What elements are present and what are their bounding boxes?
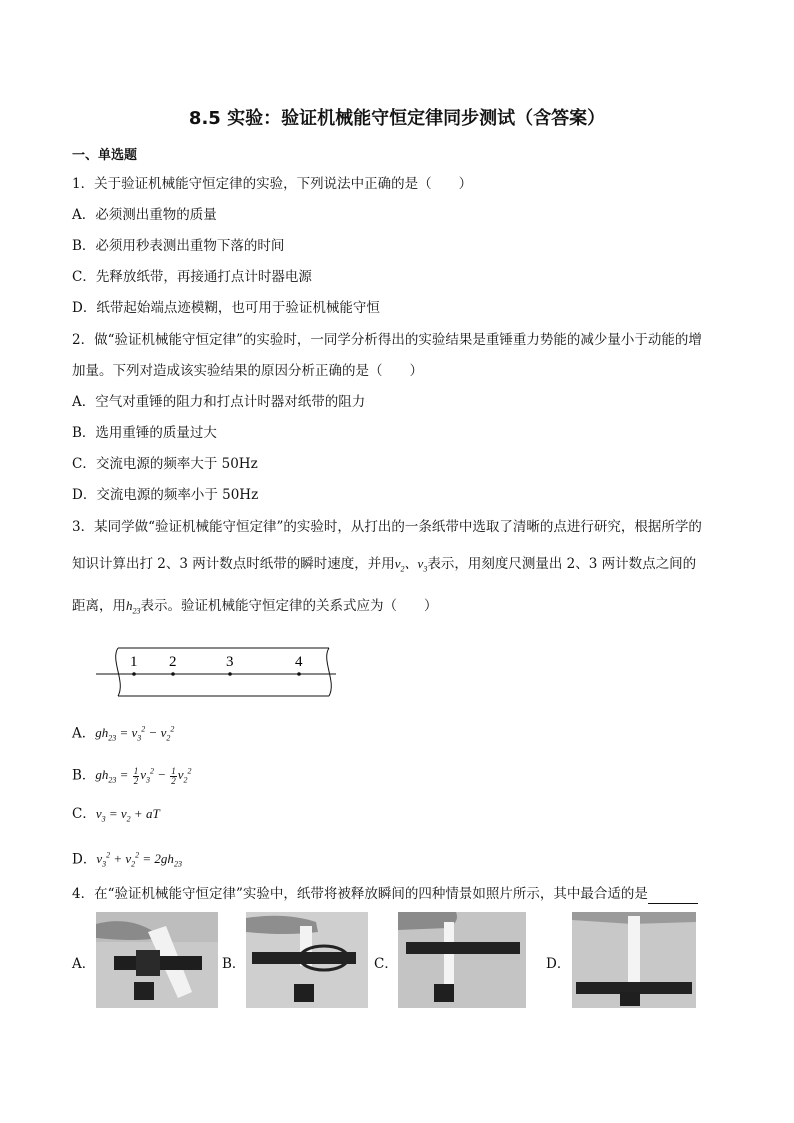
q3-velocity-symbols: $v_2$、$v_3$ — [394, 556, 428, 574]
paper-tape-shape — [628, 916, 640, 984]
q2-option-a: A．空气对重锤的阻力和打点计时器对纸带的阻力 — [72, 394, 366, 410]
q1-stem: 1．关于验证机械能守恒定律的实验，下列说法中正确的是（ ） — [72, 176, 473, 192]
q2-option-d: D．交流电源的频率小于 50Hz — [72, 487, 259, 503]
q3-option-a-letter: A． — [72, 725, 96, 742]
tape-dot-4 — [297, 672, 301, 676]
q4-photo-d — [572, 912, 696, 1008]
q3-option-c-letter: C． — [72, 806, 96, 822]
weight-shape — [294, 984, 314, 1002]
q3-stem-line3 — [72, 596, 438, 622]
timer-shape — [406, 942, 520, 954]
q3-option-c-formula: $v_3 = v_2$ + aT — [95, 806, 160, 824]
q3-option-d-letter: D． — [72, 851, 97, 868]
q3-stem-line2-a: 知识计算出打 2、3 两计数点时纸带的瞬时速度，并用 — [72, 556, 395, 572]
q3-option-c — [72, 804, 160, 830]
tape-right-tear — [327, 648, 332, 696]
q3-option-a — [72, 720, 174, 749]
q3-option-b-letter: B． — [72, 767, 96, 784]
tape-dot-3 — [228, 672, 232, 676]
q4-answer-blank — [648, 889, 698, 904]
q3-stem-line3-b: 表示。验证机械能守恒定律的关系式应为（ ） — [140, 598, 438, 614]
q4-photo-label-c: C． — [374, 956, 398, 972]
q4-photo-b — [246, 912, 368, 1008]
q3-option-b-formula: $gh_{23}$ = $\frac{1}{2}$ $v_3^2$ − $\frac{1}{2}$ $v_2^2$ — [95, 765, 192, 786]
q3-stem-line2-b: 表示，用刻度尺测量出 2、3 两计数点之间的 — [427, 556, 697, 572]
weight-shape — [134, 982, 154, 1000]
q1-option-c: C．先释放纸带，再接通打点计时器电源 — [72, 269, 312, 285]
q3-option-b — [72, 762, 192, 791]
q4-photo-label-b: B． — [222, 956, 246, 972]
weight-shape — [434, 984, 454, 1002]
q3-option-d — [72, 846, 182, 875]
q3-option-a-formula: $gh_{23} = v_3^2 - v_2^2$ — [95, 725, 175, 743]
q4-photo-label-a: A． — [72, 956, 96, 972]
tape-label-3: 3 — [226, 654, 234, 670]
q1-option-d: D．纸带起始端点迹模糊，也可用于验证机械能守恒 — [72, 300, 380, 316]
q1-option-a: A．必须测出重物的质量 — [72, 207, 217, 223]
tape-label-4: 4 — [295, 654, 303, 670]
tape-label-1: 1 — [130, 654, 138, 670]
timer-shape — [252, 952, 356, 964]
paper-tape-shape — [444, 922, 454, 988]
tape-dot-1 — [132, 672, 136, 676]
page-title: 8.5 实验：验证机械能守恒定律同步测试（含答案） — [188, 108, 606, 129]
q2-option-c: C．交流电源的频率大于 50Hz — [72, 456, 258, 472]
q3-stem-line2 — [72, 554, 696, 580]
q3-distance-symbol: $h_{23}$ — [126, 598, 141, 616]
q4-stem — [72, 884, 698, 904]
q2-stem-line2: 加量。下列对造成该实验结果的原因分析正确的是（ ） — [72, 363, 423, 379]
q3-stem-line1: 3．某同学做“验证机械能守恒定律”的实验时，从打出的一条纸带中选取了清晰的点进行研究，根据所学的 — [72, 519, 702, 535]
q4-photo-a — [96, 912, 218, 1008]
tape-dot-2 — [171, 672, 175, 676]
tape-left-tear — [116, 648, 121, 696]
weight-shape — [620, 992, 640, 1006]
q3-stem-line3-a: 距离，用 — [72, 598, 126, 614]
q2-option-b: B．选用重锤的质量过大 — [72, 425, 217, 441]
section-heading: 一、单选题 — [72, 148, 138, 163]
paper-tape-figure — [96, 640, 336, 698]
q2-stem-line1: 2．做“验证机械能守恒定律”的实验时，一同学分析得出的实验结果是重锤重力势能的减少量小于动能的增 — [72, 332, 702, 348]
q3-option-d-formula: $v_3^2 + v_2^2 = 2gh_{23}$ — [96, 851, 182, 869]
tape-label-2: 2 — [169, 654, 177, 670]
q4-photo-label-d: D． — [546, 956, 571, 972]
q4-stem-text: 4．在“验证机械能守恒定律”实验中，纸带将被释放瞬间的四种情景如照片所示，其中最合适的是 — [72, 886, 648, 902]
q1-option-b: B．必须用秒表测出重物下落的时间 — [72, 238, 285, 254]
q4-photo-c — [398, 912, 526, 1008]
